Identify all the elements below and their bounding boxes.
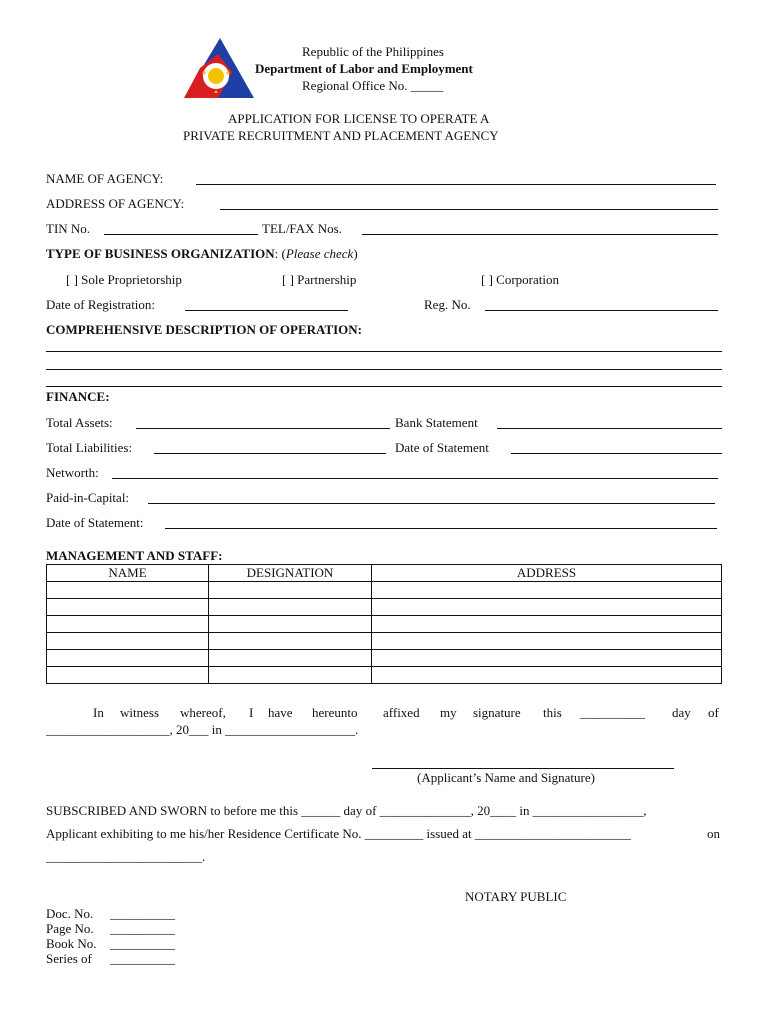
operation-line-3[interactable] bbox=[46, 386, 722, 387]
table-cell[interactable] bbox=[209, 633, 372, 650]
option-corporation[interactable]: [ ] Corporation bbox=[481, 272, 559, 287]
book-no-label: Book No. bbox=[46, 936, 97, 951]
networth-label: Networth: bbox=[46, 465, 99, 480]
business-hint-close: ) bbox=[353, 246, 358, 261]
paid-in-capital-label: Paid-in-Capital: bbox=[46, 490, 130, 505]
table-cell[interactable] bbox=[372, 667, 722, 684]
table-cell[interactable] bbox=[47, 650, 209, 667]
tin-field[interactable] bbox=[104, 234, 258, 235]
header-regional-office: Regional Office No. _____ bbox=[302, 78, 444, 93]
telfax-label: TEL/FAX Nos. bbox=[262, 221, 342, 236]
table-cell[interactable] bbox=[47, 667, 209, 684]
series-of-field[interactable]: __________ bbox=[110, 951, 175, 966]
table-cell[interactable] bbox=[47, 582, 209, 599]
doc-no-field[interactable]: __________ bbox=[110, 906, 175, 921]
witness-line2[interactable]: ___________________, 20___ in ____________________. bbox=[46, 722, 359, 737]
witness-w6: hereunto bbox=[312, 705, 358, 720]
date-statement-field-2[interactable] bbox=[165, 528, 717, 529]
witness-w9: signature bbox=[473, 705, 521, 720]
series-of-label: Series of bbox=[46, 951, 92, 966]
sworn-line3[interactable]: ________________________. bbox=[46, 849, 206, 864]
date-statement-field-1[interactable] bbox=[511, 453, 722, 454]
agency-address-field[interactable] bbox=[220, 209, 718, 210]
date-statement-label-2: Date of Statement: bbox=[46, 515, 144, 530]
paid-in-capital-field[interactable] bbox=[148, 503, 715, 504]
table-cell[interactable] bbox=[209, 582, 372, 599]
table-cell[interactable] bbox=[47, 633, 209, 650]
operation-line-1[interactable] bbox=[46, 351, 722, 352]
reg-no-field[interactable] bbox=[485, 310, 718, 311]
witness-w5: have bbox=[268, 705, 293, 720]
col-name: NAME bbox=[47, 565, 209, 582]
date-registration-field[interactable] bbox=[185, 310, 348, 311]
table-row bbox=[47, 582, 722, 599]
agency-name-label: NAME OF AGENCY: bbox=[46, 171, 164, 186]
operation-line-2[interactable] bbox=[46, 369, 722, 370]
telfax-field[interactable] bbox=[362, 234, 718, 235]
form-title-line1: APPLICATION FOR LICENSE TO OPERATE A bbox=[228, 111, 490, 126]
witness-w10: this bbox=[543, 705, 562, 720]
table-cell[interactable] bbox=[209, 599, 372, 616]
table-row bbox=[47, 599, 722, 616]
table-cell[interactable] bbox=[47, 599, 209, 616]
book-no-field[interactable]: __________ bbox=[110, 936, 175, 951]
business-heading bbox=[46, 247, 358, 260]
table-row bbox=[47, 633, 722, 650]
witness-day-blank[interactable]: __________ bbox=[580, 705, 645, 720]
total-assets-field[interactable] bbox=[136, 428, 390, 429]
witness-w13: of bbox=[708, 705, 719, 720]
table-cell[interactable] bbox=[209, 650, 372, 667]
table-cell[interactable] bbox=[372, 616, 722, 633]
networth-field[interactable] bbox=[112, 478, 718, 479]
table-cell[interactable] bbox=[372, 650, 722, 667]
form-title-line2: PRIVATE RECRUITMENT AND PLACEMENT AGENCY bbox=[183, 128, 499, 143]
witness-w3: whereof, bbox=[180, 705, 226, 720]
business-hint-open: : ( bbox=[274, 246, 286, 261]
notary-public-label: NOTARY PUBLIC bbox=[465, 889, 567, 904]
staff-heading: MANAGEMENT AND STAFF: bbox=[46, 548, 223, 563]
doc-no-label: Doc. No. bbox=[46, 906, 94, 921]
table-cell[interactable] bbox=[372, 633, 722, 650]
agency-name-field[interactable] bbox=[196, 184, 716, 185]
table-cell[interactable] bbox=[209, 616, 372, 633]
agency-address-label: ADDRESS OF AGENCY: bbox=[46, 196, 185, 211]
date-statement-label-1: Date of Statement bbox=[395, 440, 489, 455]
col-designation: DESIGNATION bbox=[209, 565, 372, 582]
dole-logo-icon bbox=[182, 38, 254, 100]
sworn-line2[interactable]: Applicant exhibiting to me his/her Residence Certificate No. _________ issued at ________________________ bbox=[46, 826, 631, 841]
option-sole-proprietorship[interactable]: [ ] Sole Proprietorship bbox=[66, 272, 182, 287]
table-cell[interactable] bbox=[47, 616, 209, 633]
staff-table bbox=[46, 564, 722, 684]
total-liabilities-field[interactable] bbox=[154, 453, 386, 454]
date-registration-label: Date of Registration: bbox=[46, 297, 156, 312]
table-row bbox=[47, 616, 722, 633]
finance-heading: FINANCE: bbox=[46, 389, 110, 404]
witness-w8: my bbox=[440, 705, 457, 720]
bank-statement-label: Bank Statement bbox=[395, 415, 478, 430]
business-heading-text: TYPE OF BUSINESS ORGANIZATION bbox=[46, 246, 275, 261]
table-row bbox=[47, 650, 722, 667]
dole-logo bbox=[182, 38, 254, 100]
reg-no-label: Reg. No. bbox=[424, 297, 471, 312]
table-row bbox=[47, 667, 722, 684]
business-hint: Please check bbox=[285, 246, 354, 261]
operation-heading: COMPREHENSIVE DESCRIPTION OF OPERATION: bbox=[46, 322, 362, 337]
table-cell[interactable] bbox=[372, 599, 722, 616]
witness-w4: I bbox=[249, 705, 254, 720]
table-cell[interactable] bbox=[372, 582, 722, 599]
table-cell[interactable] bbox=[209, 667, 372, 684]
witness-w7: affixed bbox=[383, 705, 420, 720]
col-address: ADDRESS bbox=[372, 565, 722, 582]
total-liabilities-label: Total Liabilities: bbox=[46, 440, 133, 455]
applicant-signature-line[interactable] bbox=[372, 768, 674, 769]
page-no-label: Page No. bbox=[46, 921, 94, 936]
total-assets-label: Total Assets: bbox=[46, 415, 113, 430]
witness-w12: day bbox=[672, 705, 691, 720]
header-department: Department of Labor and Employment bbox=[255, 61, 473, 76]
bank-statement-field[interactable] bbox=[497, 428, 722, 429]
applicant-signature-label: (Applicant’s Name and Signature) bbox=[417, 770, 595, 785]
witness-w2: witness bbox=[120, 705, 159, 720]
page-no-field[interactable]: __________ bbox=[110, 921, 175, 936]
staff-table-header bbox=[47, 565, 722, 582]
tin-label: TIN No. bbox=[46, 221, 91, 236]
witness-w1: In bbox=[93, 705, 104, 720]
header-republic: Republic of the Philippines bbox=[302, 44, 444, 59]
sworn-line2-on: on bbox=[707, 826, 720, 841]
option-partnership[interactable]: [ ] Partnership bbox=[282, 272, 357, 287]
sworn-line1[interactable]: SUBSCRIBED AND SWORN to before me this ______ day of ______________, 20____ in _________________, bbox=[46, 803, 647, 818]
